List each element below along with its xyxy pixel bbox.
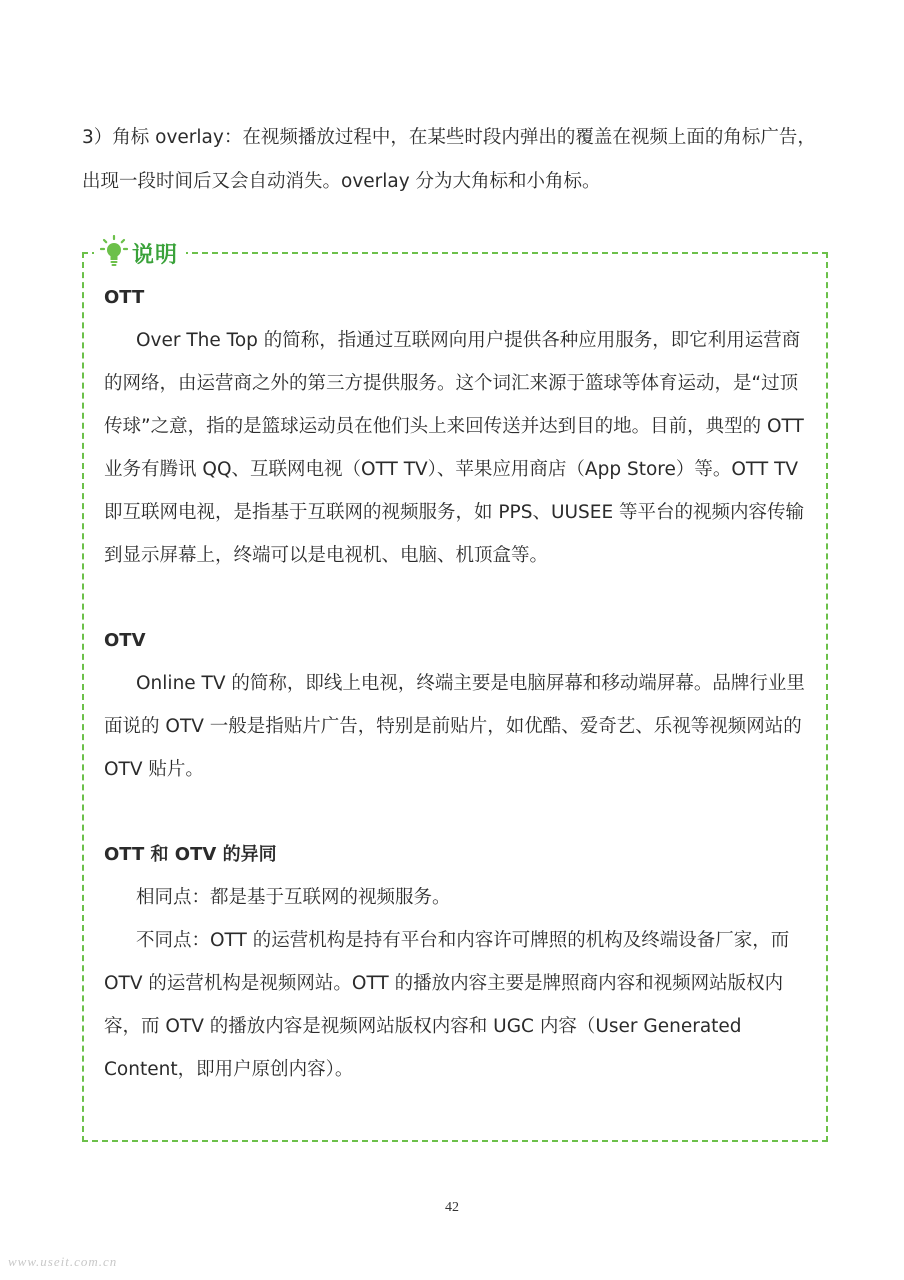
section-paragraph: Online TV 的简称，即线上电视，终端主要是电脑屏幕和移动端屏幕。品牌行业里面说的 OTV 一般是指贴片广告，特别是前贴片，如优酷、爱奇艺、乐视等视频网站的 OTV 贴片。 [104, 673, 805, 780]
watermark: www.useit.com.cn [8, 1254, 118, 1269]
section-heading-compare: OTT 和 OTV 的异同 [104, 844, 277, 865]
section-paragraph: 相同点：都是基于互联网的视频服务。 [136, 887, 451, 908]
note-content [104, 276, 814, 1091]
intro-paragraph: 3）角标 overlay：在视频播放过程中，在某些时段内弹出的覆盖在视频上面的角标广告，出现一段时间后又会自动消失。overlay 分为大角标和小角标。 [82, 127, 816, 192]
section-heading-ott: OTT [104, 287, 145, 308]
note-title: 说明 [132, 242, 179, 268]
section-paragraph: Over The Top 的简称，指通过互联网向用户提供各种应用服务，即它利用运营商的网络，由运营商之外的第三方提供服务。这个词汇来源于篮球等体育运动，是“过顶传球”之意，指的是篮球运动员在他们头上来回传送并达到目的地。目前，典型的 OTT 业务有腾讯 QQ、互联网电视（OTT TV）、苹果应用商店（App Store）等。OTT TV 即互联网电视，是指基于互联网的视频服务，如 PPS、UUSEE 等平台的视频内容传输到显示屏幕上，终端可以是电视机、电脑、机顶盒等。 [104, 330, 805, 566]
note-header [94, 234, 186, 272]
intro-text-block [82, 116, 832, 204]
section-heading-otv: OTV [104, 630, 146, 651]
page-number: 42 [445, 1200, 459, 1215]
lightbulb-icon [100, 235, 128, 271]
section-paragraph: 不同点：OTT 的运营机构是持有平台和内容许可牌照的机构及终端设备厂家，而 OTV 的运营机构是视频网站。OTT 的播放内容主要是牌照商内容和视频网站版权内容，而 OTV 的播放内容是视频网站版权内容和 UGC 内容（User Generated Content，即用户原创内容）。 [104, 930, 790, 1080]
